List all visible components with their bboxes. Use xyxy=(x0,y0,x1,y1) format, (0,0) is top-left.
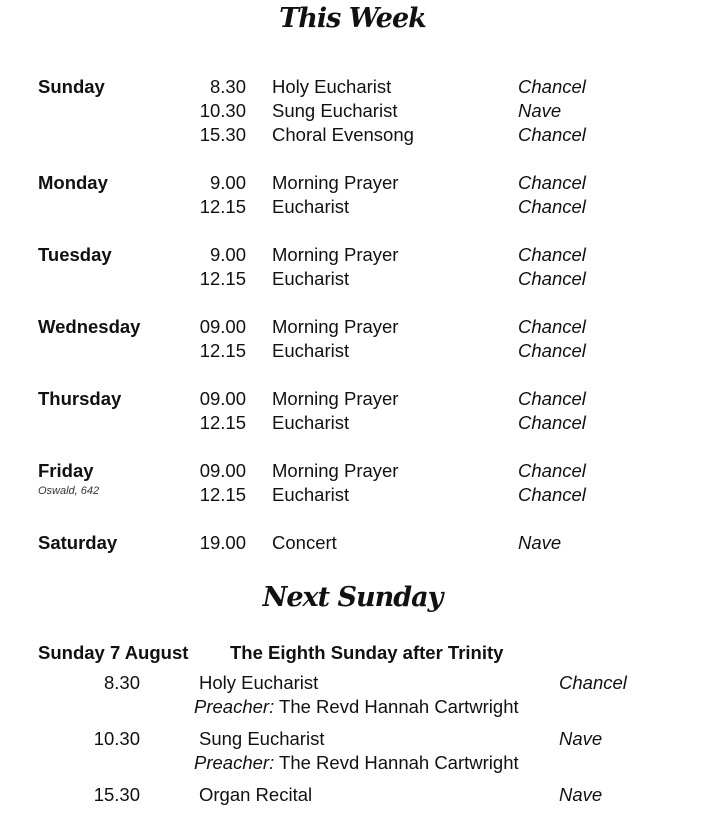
service-venue: Chancel xyxy=(518,172,586,193)
service-row xyxy=(0,387,705,411)
day-name: Tuesday xyxy=(38,244,112,265)
service-time: 12.15 xyxy=(199,268,246,289)
service-row xyxy=(0,339,705,363)
service-preacher xyxy=(194,751,519,775)
preacher-name: The Revd Hannah Cartwright xyxy=(279,752,519,773)
service-time: 12.15 xyxy=(199,484,246,505)
service-name: Eucharist xyxy=(272,268,350,289)
day-name: Thursday xyxy=(38,388,122,409)
service-venue: Chancel xyxy=(518,76,586,97)
service-venue: Chancel xyxy=(518,388,586,409)
service-time: 09.00 xyxy=(199,460,246,481)
preacher-label: Preacher: xyxy=(194,752,275,773)
service-time: 8.30 xyxy=(103,672,140,693)
service-venue: Chancel xyxy=(518,268,586,289)
day-note: Oswald, 642 xyxy=(38,485,100,497)
service-name: Holy Eucharist xyxy=(199,672,319,693)
service-venue: Chancel xyxy=(559,672,627,693)
this-week-heading: This Week xyxy=(279,3,426,34)
service-venue: Chancel xyxy=(518,196,586,217)
service-venue: Nave xyxy=(518,100,562,121)
service-time: 8.30 xyxy=(209,76,246,97)
service-time: 09.00 xyxy=(199,388,246,409)
service-name: Eucharist xyxy=(272,196,350,217)
service-time: 9.00 xyxy=(209,244,246,265)
service-name: Morning Prayer xyxy=(272,316,399,337)
service-venue: Nave xyxy=(559,728,603,749)
service-venue: Chancel xyxy=(518,484,586,505)
service-time: 15.30 xyxy=(93,784,140,805)
service-time: 19.00 xyxy=(199,532,246,553)
service-row xyxy=(0,411,705,435)
service-venue: Chancel xyxy=(518,244,586,265)
service-time: 12.15 xyxy=(199,340,246,361)
service-venue: Chancel xyxy=(518,316,586,337)
service-time: 10.30 xyxy=(199,100,246,121)
service-venue: Chancel xyxy=(518,124,586,145)
service-name: Morning Prayer xyxy=(272,388,399,409)
service-time: 09.00 xyxy=(199,316,246,337)
service-venue: Chancel xyxy=(518,412,586,433)
day-name: Monday xyxy=(38,172,108,193)
next-sunday-date: Sunday 7 August xyxy=(38,642,189,663)
preacher-name: The Revd Hannah Cartwright xyxy=(279,696,519,717)
service-name: Sung Eucharist xyxy=(272,100,398,121)
service-name: Eucharist xyxy=(272,484,350,505)
service-row xyxy=(0,99,705,123)
service-name: Sung Eucharist xyxy=(199,728,325,749)
service-row xyxy=(0,459,705,483)
service-row xyxy=(0,171,705,195)
service-row xyxy=(0,243,705,267)
day-name: Saturday xyxy=(38,532,118,553)
service-name: Morning Prayer xyxy=(272,172,399,193)
service-time: 9.00 xyxy=(209,172,246,193)
service-row xyxy=(0,531,705,555)
service-venue: Nave xyxy=(559,784,603,805)
service-row xyxy=(0,483,705,507)
service-name: Morning Prayer xyxy=(272,460,399,481)
service-name: Concert xyxy=(272,532,337,553)
next-sunday-occasion: The Eighth Sunday after Trinity xyxy=(230,642,504,663)
service-name: Choral Evensong xyxy=(272,124,414,145)
preacher-label: Preacher: xyxy=(194,696,275,717)
service-preacher xyxy=(194,695,519,719)
service-name: Morning Prayer xyxy=(272,244,399,265)
day-name: Sunday xyxy=(38,76,105,97)
service-venue: Chancel xyxy=(518,460,586,481)
service-name: Eucharist xyxy=(272,340,350,361)
service-row xyxy=(0,195,705,219)
service-venue: Chancel xyxy=(518,340,586,361)
service-time: 15.30 xyxy=(199,124,246,145)
service-row xyxy=(0,123,705,147)
service-row xyxy=(0,315,705,339)
service-time: 12.15 xyxy=(199,412,246,433)
next-sunday-heading: Next Sunday xyxy=(262,582,443,613)
service-name: Organ Recital xyxy=(199,784,313,805)
service-row xyxy=(0,267,705,291)
day-name: Wednesday xyxy=(38,316,141,337)
service-name: Eucharist xyxy=(272,412,350,433)
service-venue: Nave xyxy=(518,532,562,553)
service-name: Holy Eucharist xyxy=(272,76,392,97)
service-row xyxy=(0,75,705,99)
service-time: 10.30 xyxy=(93,728,140,749)
day-name: Friday xyxy=(38,460,94,481)
service-time: 12.15 xyxy=(199,196,246,217)
